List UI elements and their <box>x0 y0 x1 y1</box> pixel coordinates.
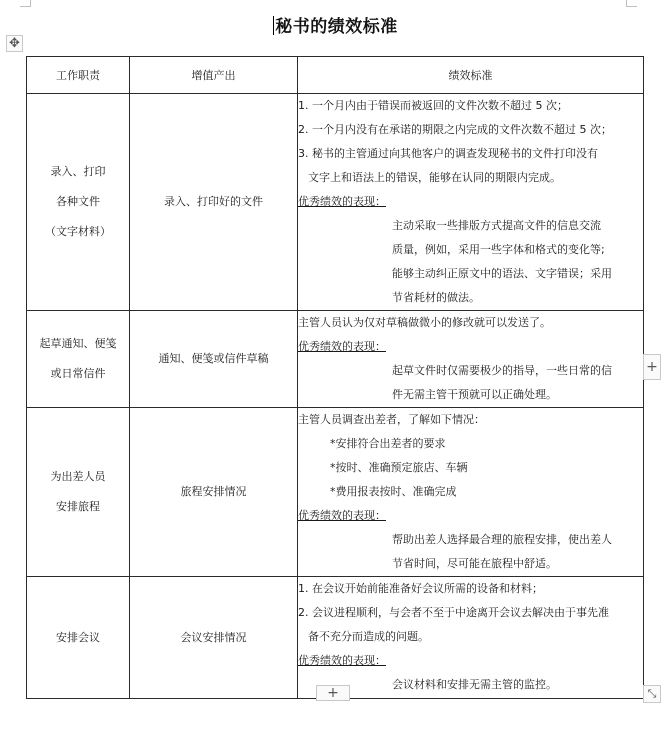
criteria-line: 2. 一个月内没有在承诺的期限之内完成的文件次数不超过 5 次； <box>298 123 612 136</box>
table-move-handle[interactable] <box>6 35 23 52</box>
output-cell[interactable]: 会议安排情况 <box>130 577 298 699</box>
excellent-heading: 优秀绩效的表现： <box>298 195 386 208</box>
output-cell[interactable]: 录入、打印好的文件 <box>130 94 298 311</box>
plus-icon: + <box>327 685 339 701</box>
add-column-button[interactable] <box>643 354 661 380</box>
excellent-heading: 优秀绩效的表现： <box>298 340 386 353</box>
duty-line: 安排会议 <box>56 630 100 644</box>
excellent-line: 件无需主管干预就可以正确处理。 <box>392 388 557 401</box>
performance-table <box>26 56 644 699</box>
criteria-cell[interactable] <box>298 408 644 577</box>
excellent-line: 主动采取一些排版方式提高文件的信息交流 <box>392 219 601 232</box>
move-icon: ✥ <box>9 36 20 51</box>
table-header-row <box>27 57 644 94</box>
duty-line: 起草通知、便笺 <box>39 337 117 350</box>
duty-cell[interactable] <box>27 311 130 408</box>
excellent-heading: 优秀绩效的表现： <box>298 509 386 522</box>
sub-item: *安排符合出差者的要求 <box>330 437 446 450</box>
sub-item: *费用报表按时、准确完成 <box>330 485 457 498</box>
table-row <box>27 408 644 577</box>
criteria-line: 3. 秘书的主管通过向其他客户的调查发现秘书的文件打印没有 <box>298 147 598 160</box>
criteria-item <box>298 408 643 432</box>
header-criteria[interactable]: 绩效标准 <box>298 57 644 94</box>
add-row-button[interactable] <box>316 685 350 701</box>
resize-icon: ⤡ <box>647 687 657 700</box>
excellent-line: 起草文件时仅需要极少的指导，一些日常的信 <box>392 364 612 377</box>
duty-line: 录入、打印 <box>50 165 106 178</box>
excellent-line: 质量，例如，采用一些字体和格式的变化等; <box>392 243 605 256</box>
duty-cell[interactable] <box>27 577 130 699</box>
duty-line: 为出差人员 <box>50 470 106 483</box>
criteria-item <box>298 118 643 142</box>
criteria-line: 主管人员调查出差者，了解如下情况： <box>298 413 485 426</box>
duty-line: （文字材料） <box>45 225 111 238</box>
criteria-line: 2. 会议进程顺利，与会者不至于中途离开会议去解决由于事先准 <box>298 606 609 619</box>
page-corner-mark-left <box>20 0 31 7</box>
duty-line: 安排旅程 <box>56 500 100 513</box>
page-corner-marks <box>0 0 671 8</box>
table-row <box>27 311 644 408</box>
table-row <box>27 94 644 311</box>
criteria-line: 文字上和语法上的错误，能够在认同的期限内完成。 <box>308 171 561 184</box>
criteria-line: 1. 在会议开始前能准备好会议所需的设备和材料； <box>298 582 543 595</box>
criteria-item <box>298 94 643 118</box>
duty-line: 或日常信件 <box>50 367 106 380</box>
duty-cell[interactable] <box>27 408 130 577</box>
criteria-item <box>298 142 643 190</box>
table-row <box>27 577 644 699</box>
criteria-item <box>298 311 643 335</box>
output-cell[interactable]: 旅程安排情况 <box>130 408 298 577</box>
excellent-line: 会议材料和安排无需主管的监控。 <box>392 678 557 691</box>
criteria-line: 1. 一个月内由于错误而被返回的文件次数不超过 5 次； <box>298 99 568 112</box>
header-output[interactable]: 增值产出 <box>130 57 298 94</box>
criteria-line: 主管人员认为仅对草稿做微小的修改就可以发送了。 <box>298 316 551 329</box>
table-resize-handle[interactable] <box>643 685 661 703</box>
criteria-cell[interactable] <box>298 311 644 408</box>
page-corner-mark-right <box>626 0 637 7</box>
excellent-line: 节省耗材的做法。 <box>392 291 480 304</box>
excellent-heading: 优秀绩效的表现： <box>298 654 386 667</box>
duty-line: 各种文件 <box>56 195 100 208</box>
criteria-cell[interactable] <box>298 94 644 311</box>
excellent-line: 能够主动纠正原文中的语法、文字错误；采用 <box>392 267 612 280</box>
criteria-cell[interactable] <box>298 577 644 699</box>
document-title-text: 秘书的绩效标准 <box>275 17 398 37</box>
output-cell[interactable]: 通知、便笺或信件草稿 <box>130 311 298 408</box>
excellent-line: 节省时间，尽可能在旅程中舒适。 <box>392 557 557 570</box>
criteria-item <box>298 601 643 649</box>
sub-item: *按时、准确预定旅店、车辆 <box>330 461 468 474</box>
plus-icon: + <box>646 359 658 375</box>
criteria-item <box>298 577 643 601</box>
document-title[interactable] <box>0 12 671 37</box>
criteria-line: 备不充分而造成的问题。 <box>308 630 429 643</box>
header-duty[interactable]: 工作职责 <box>27 57 130 94</box>
duty-cell[interactable] <box>27 94 130 311</box>
excellent-line: 帮助出差人选择最合理的旅程安排，使出差人 <box>392 533 612 546</box>
